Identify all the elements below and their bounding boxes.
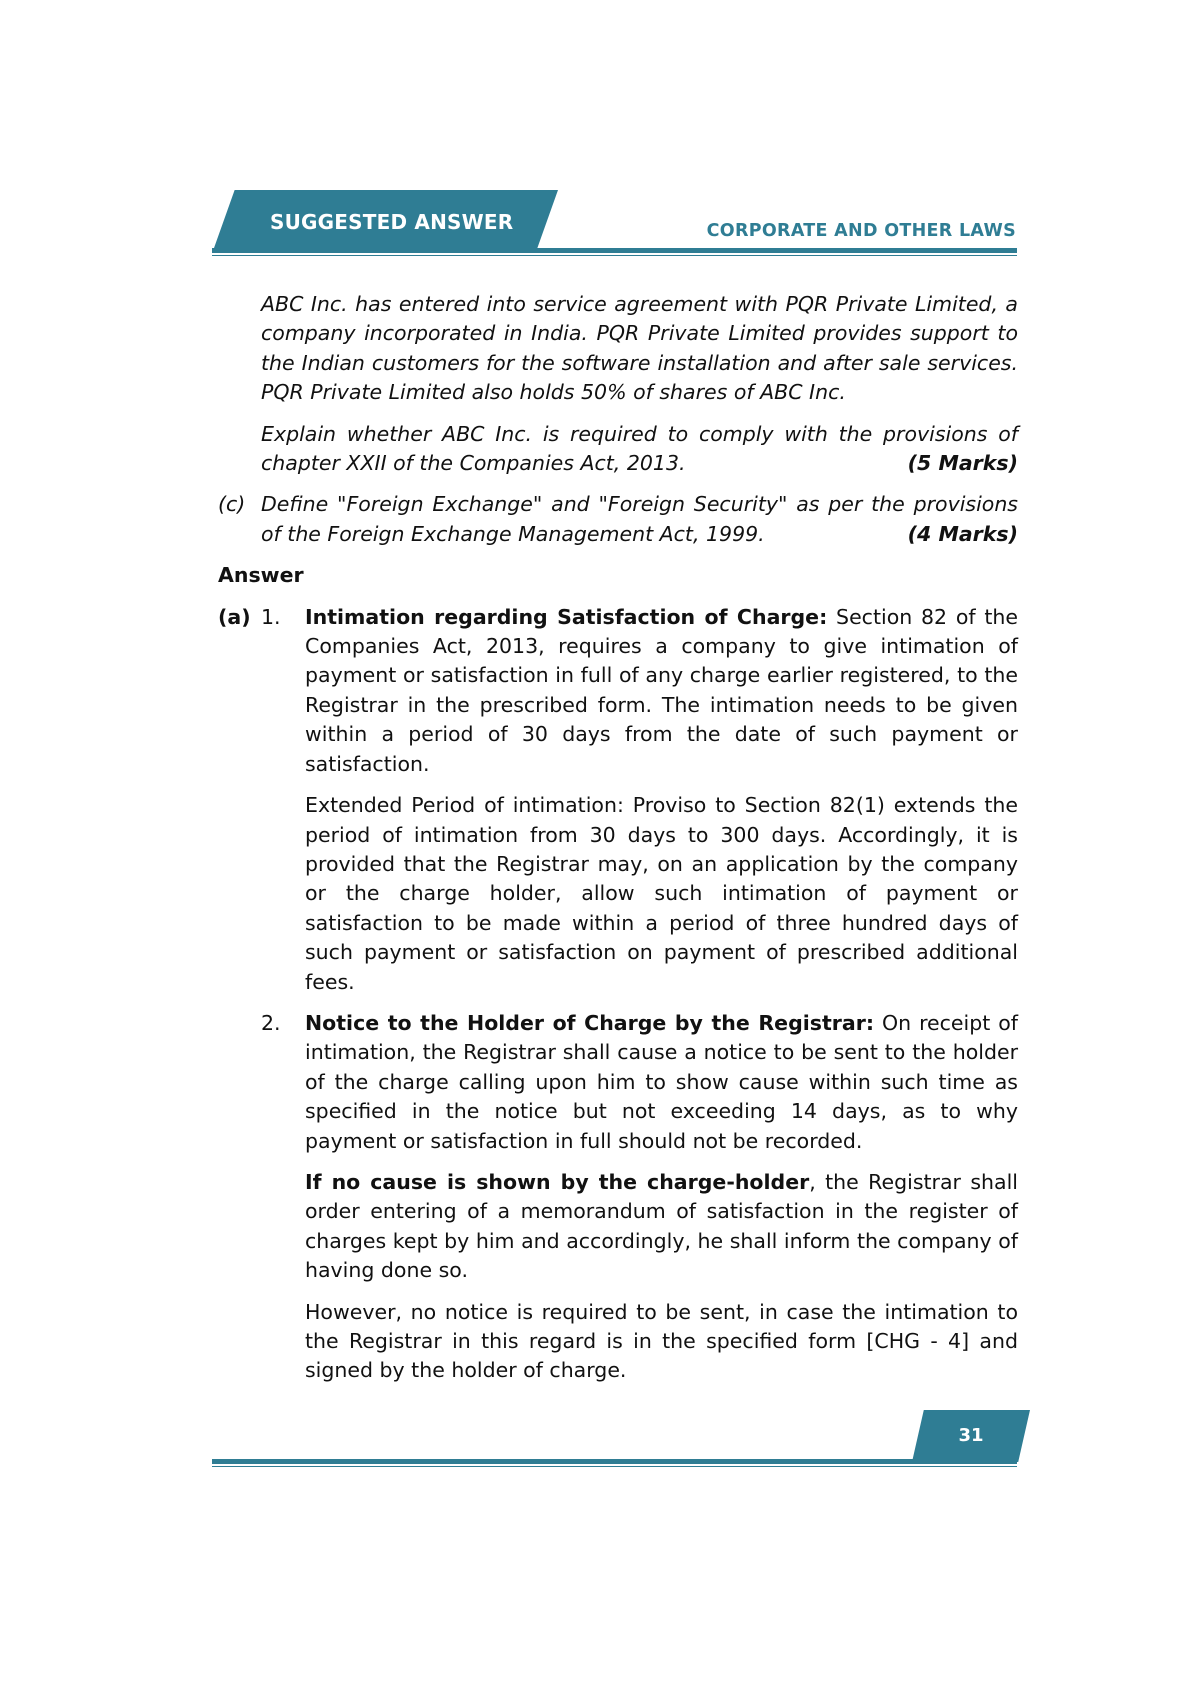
footer-divider [212, 1459, 1017, 1464]
answer-item-2-no-cause-bold: If no cause is shown by the charge-holder [305, 1169, 810, 1194]
header-section-label: SUGGESTED ANSWER [270, 210, 514, 234]
question-c-body [261, 490, 1018, 549]
answer-part-label: (a) [218, 604, 251, 629]
question-c [218, 490, 1018, 549]
question-b-text: Explain whether ABC Inc. is required to comply with the provisions of chapter XXII of the Companies Act, 2013. [261, 421, 1018, 476]
footer-divider-thin [212, 1466, 1017, 1467]
answer-item-2-text: On receipt of intimation, the Registrar shall cause a notice to be sent to the holder of the charge calling upon him to show cause within such time as specified in the notice but not exceeding 14 days, as to why payment or satisfaction in full should not be recorded. [305, 1010, 1019, 1153]
page-number: 31 [958, 1425, 984, 1446]
answer-item-2 [218, 1009, 1018, 1156]
answer-item-2-title: Notice to the Holder of Charge by the Registrar: [305, 1010, 875, 1035]
header-divider [212, 248, 1017, 253]
answer-item-2-body [305, 1009, 1018, 1156]
answer-item-1-extended: Extended Period of intimation: Proviso to Section 82(1) extends the period of intimation from 30 days to 300 days. Accordingly, it is provided that the Registrar may, on an application by the company or the charge holder, allow such intimation of payment or satisfaction to be made within a period of three hundred days of such payment or satisfaction on payment of prescribed additional fees. [305, 793, 1018, 994]
question-b-paragraph-2 [218, 420, 1018, 479]
question-c-text: Define "Foreign Exchange" and "Foreign Security" as per the provisions of the Foreign Exchange Management Act, 1999. [261, 492, 1018, 546]
question-b-paragraph-1: ABC Inc. has entered into service agreement with PQR Private Limited, a company incorporated in India. PQR Private Limited provides support to the Indian customers for the software installation and after sale services. PQR Private Limited also holds 50% of shares of ABC Inc. [261, 292, 1018, 405]
answer-item-1-body [305, 603, 1018, 779]
answer-item-1-title: Intimation regarding Satisfaction of Charge: [305, 604, 828, 629]
answer-heading: Answer [218, 563, 304, 588]
answer-item-2-no-cause-text: , the Registrar shall order entering of a memorandum of satisfaction in the register of charges kept by him and accordingly, he shall inform the company of having done so. [305, 1169, 1018, 1283]
answer-item-1 [218, 603, 1018, 779]
question-b-marks: (5 Marks) [907, 451, 1018, 476]
answer-item-1-text: Section 82 of the Companies Act, 2013, requires a company to give intimation of payment or satisfaction in full of any charge earlier registered, to the Registrar in the prescribed form. The intimation needs to be given within a period of 30 days from the date of such payment or satisfaction. [305, 604, 1019, 776]
answer-item-2-number: 2. [261, 1010, 281, 1035]
answer-item-2-however: However, no notice is required to be sent, in case the intimation to the Registrar in this regard is in the specified form [CHG - 4] and signed by the holder of charge. [305, 1299, 1018, 1383]
header-divider-thin [212, 255, 1017, 256]
answer-item-1-number: 1. [261, 604, 281, 629]
question-c-marks: (4 Marks) [907, 521, 1018, 546]
header-subject-title: CORPORATE AND OTHER LAWS [706, 221, 1016, 241]
page-content [218, 290, 1018, 1398]
question-c-label: (c) [218, 492, 246, 517]
answer-item-2-no-cause [218, 1168, 1018, 1286]
